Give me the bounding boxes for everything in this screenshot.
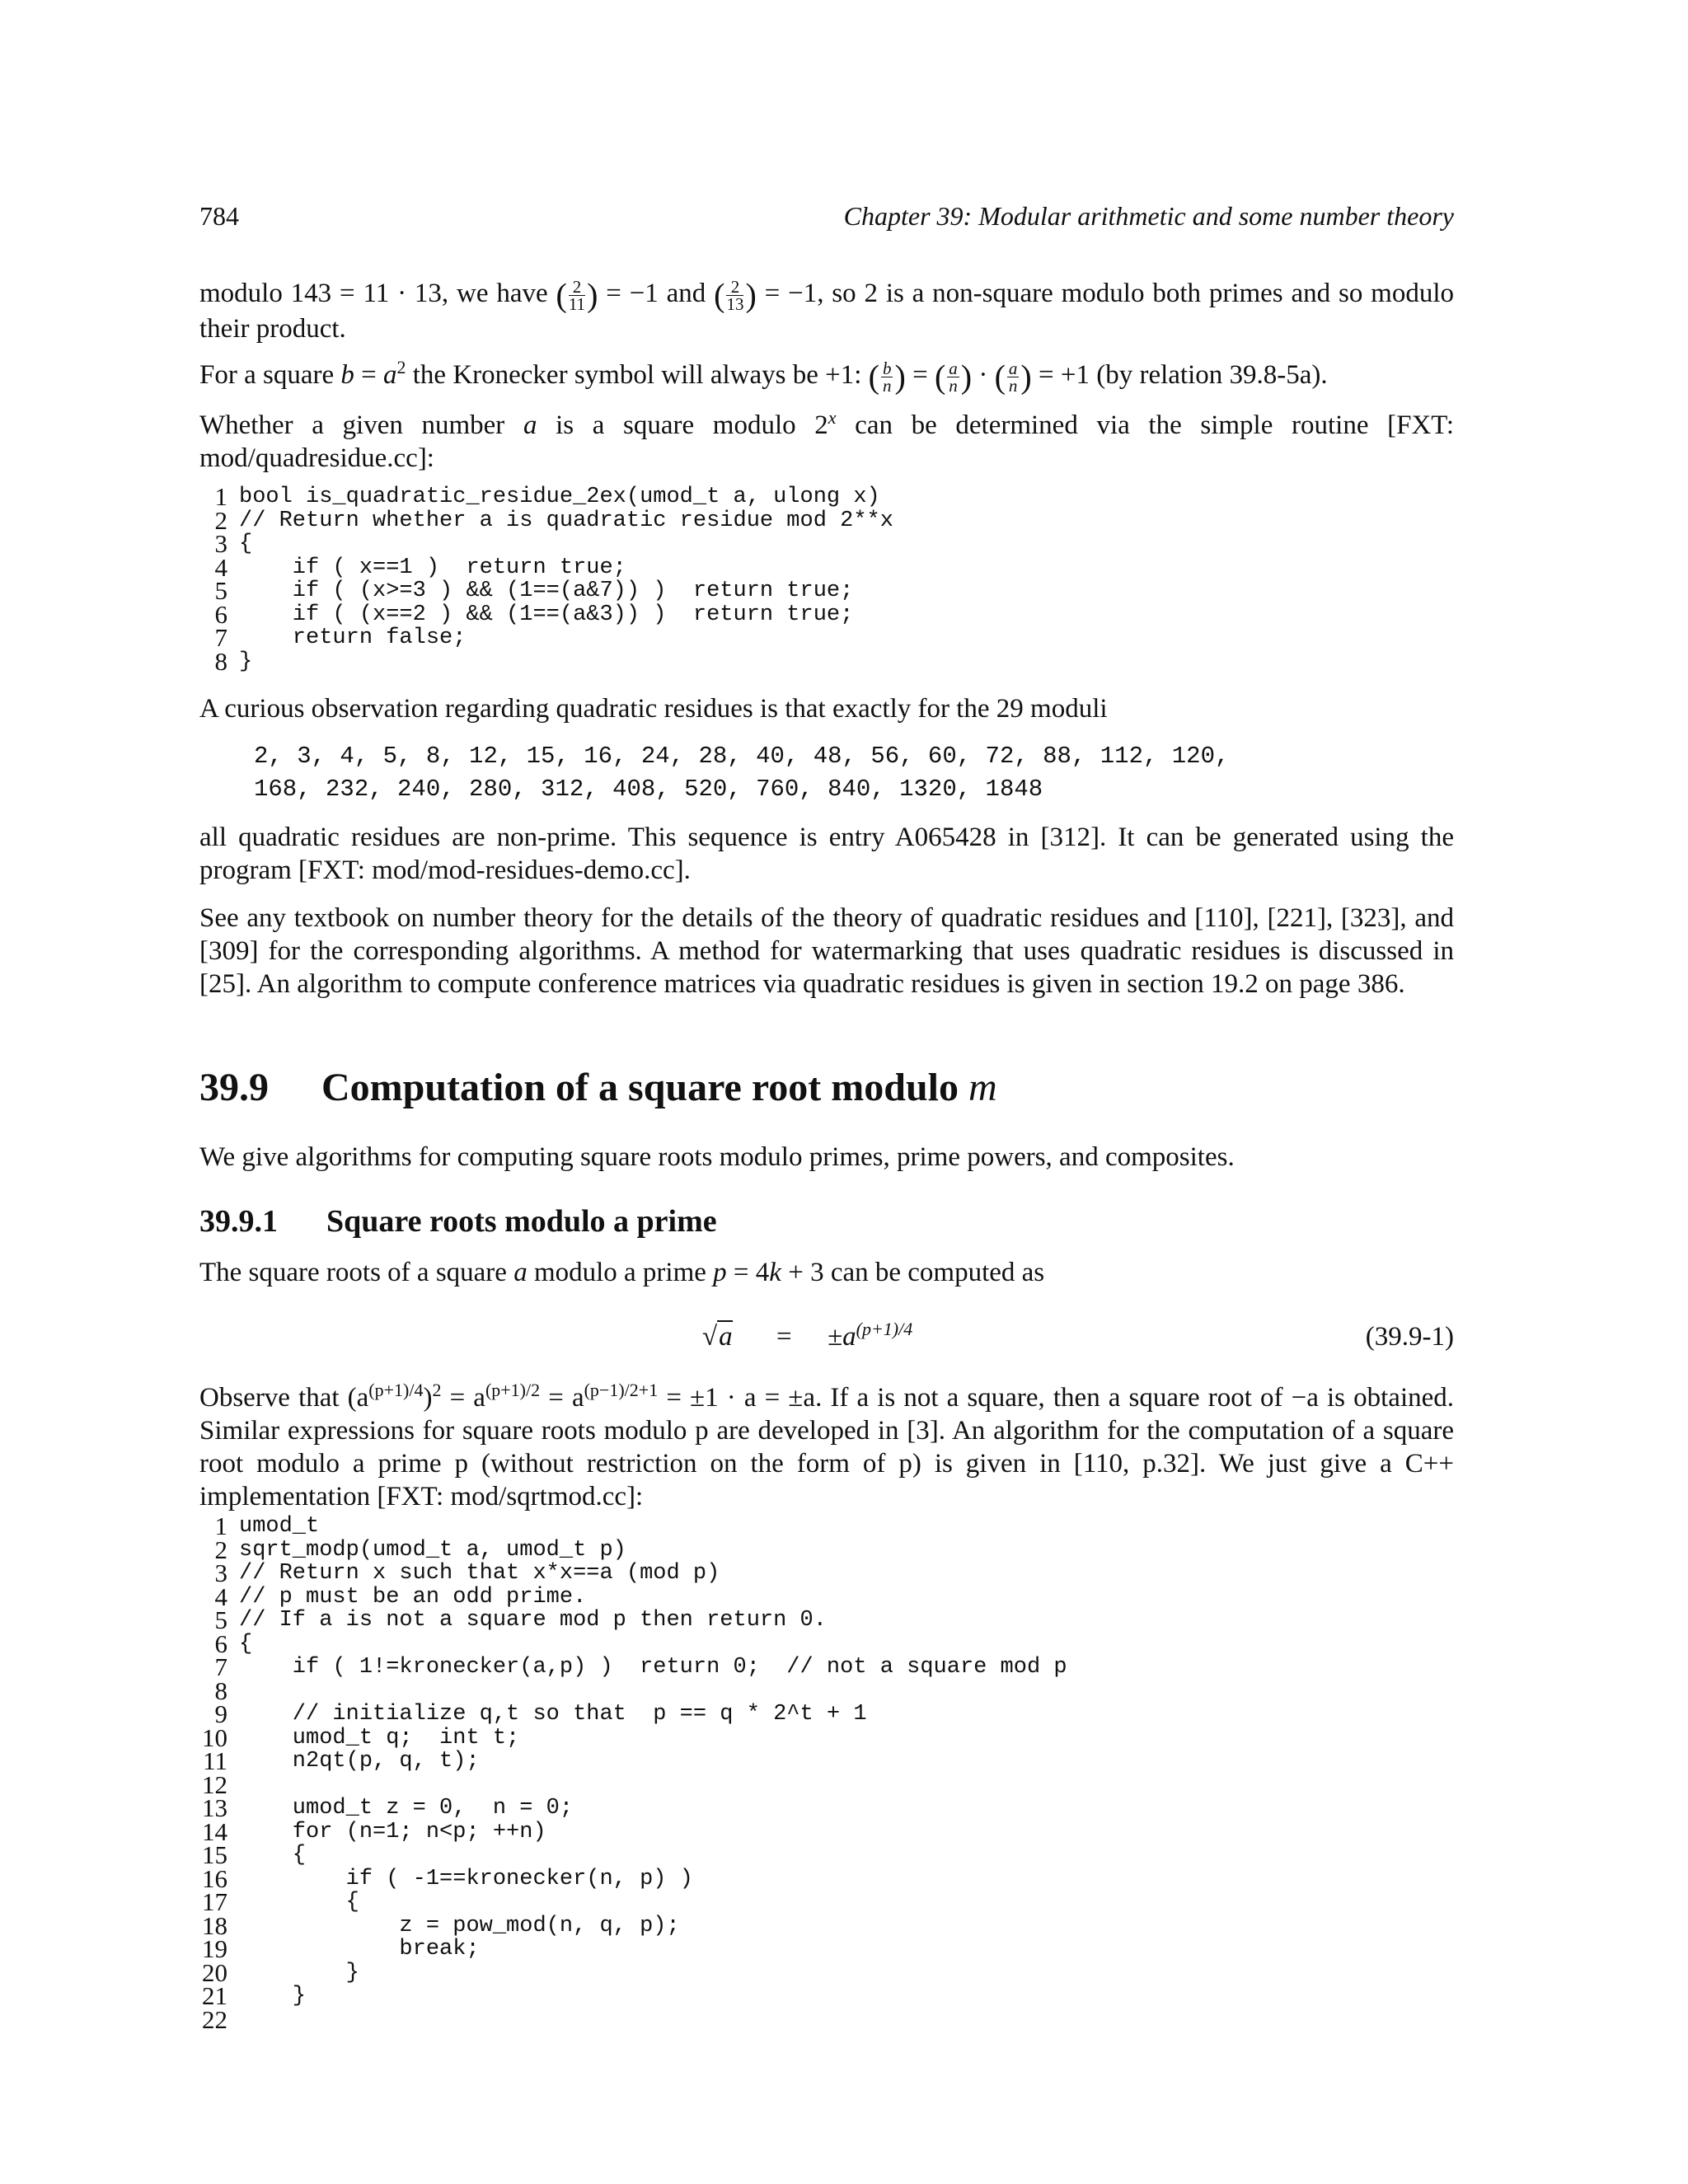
paragraph-section-intro: We give algorithms for computing square roots modulo primes, prime powers, and composites.: [199, 1142, 1235, 1172]
page-number: 784: [199, 201, 239, 231]
legendre-fraction: [568, 276, 586, 314]
line-number: 17: [202, 1887, 227, 1916]
code-line: [199, 1511, 1454, 1540]
denominator: n: [949, 375, 958, 396]
paren: ): [894, 358, 906, 396]
text: can be determined via the simple routine [FXT: mod/quadresidue.cc]:: [199, 410, 1454, 473]
code-listing-sqrtmod: [199, 1511, 1454, 2034]
code-line: [199, 1746, 1454, 1775]
code-text: // Return x such that x*x==a (mod p): [239, 1561, 720, 1586]
code-line: [199, 646, 1454, 676]
code-text: }: [239, 649, 253, 674]
line-number: 6: [214, 599, 227, 629]
code-text: if ( 1!=kronecker(a,p) ) return 0; // not a square mod p: [239, 1655, 1067, 1680]
denominator: n: [882, 375, 892, 396]
code-line: [199, 599, 1454, 629]
code-line: [199, 1840, 1454, 1869]
text: + 3 can be computed as: [788, 1258, 1045, 1287]
denominator: n: [1008, 375, 1018, 396]
line-number: 20: [202, 1957, 227, 1987]
code-text: }: [239, 1960, 359, 1985]
code-text: {: [239, 532, 253, 556]
code-line: [199, 1793, 1454, 1822]
equation-rhs: [828, 1319, 913, 1352]
text: =: [361, 360, 377, 390]
code-text: }: [239, 1984, 307, 2008]
line-number: 1: [214, 1511, 227, 1540]
kronecker-fraction: [881, 360, 893, 394]
text: the Kronecker symbol will always be +1:: [412, 360, 862, 390]
line-number: 15: [202, 1840, 227, 1869]
rhs-exponent: (p+1)/4: [856, 1319, 913, 1339]
paragraph-non-prime-residues: all quadratic residues are non-prime. This sequence is entry A065428 in [312]. It can be generated using the program [FXT: mod/mod-residues-demo.cc].: [199, 823, 1454, 885]
code-text: umod_t: [239, 1514, 320, 1539]
denominator: 13: [726, 293, 744, 314]
numerator: 2: [726, 279, 743, 296]
paren: (: [556, 276, 567, 314]
code-line: [199, 1910, 1454, 1940]
code-text: {: [239, 1890, 359, 1915]
numerator: a: [949, 358, 958, 378]
code-line: [199, 1675, 1454, 1705]
line-number: 5: [214, 1605, 227, 1634]
code-text: if ( (x>=3 ) && (1==(a&7)) ) return true;: [239, 579, 854, 603]
numerator: a: [1008, 358, 1018, 378]
paren: (: [714, 276, 725, 314]
text: For a square: [199, 360, 335, 390]
line-number: 21: [202, 1981, 227, 2010]
code-text: return false;: [239, 626, 467, 650]
equation-relation: =: [776, 1322, 792, 1352]
paragraph-kronecker-square: For a square $b = a^2$ the Kronecker symbol will always be +1: ( $\frac{b}{n}$ ) = ( $\frac{a}{n}$ ) · ( $\frac{a}{n}$ ) = +1 (by relation 39.8-5a).: [199, 357, 1328, 396]
code-line: [199, 505, 1454, 535]
kronecker-fraction: [947, 360, 959, 394]
code-line: [199, 1957, 1454, 1987]
text: ): [423, 1383, 433, 1413]
line-number: 7: [214, 1652, 227, 1681]
text: = −1 and: [606, 279, 706, 308]
code-text: // p must be an odd prime.: [239, 1584, 587, 1610]
code-text: sqrt_modp(umod_t a, umod_t p): [239, 1537, 626, 1563]
line-number: 11: [203, 1746, 227, 1775]
code-text: break;: [239, 1937, 480, 1961]
math-var: a: [513, 1258, 528, 1287]
paren: (: [868, 358, 879, 396]
text: Observe that (a: [199, 1383, 369, 1413]
numerator: 2: [569, 279, 585, 296]
line-number: 13: [202, 1793, 227, 1822]
line-number: 7: [214, 623, 227, 652]
code-line: [199, 1816, 1454, 1846]
code-line: [199, 1582, 1454, 1611]
exponent: (p+1)/4: [368, 1380, 424, 1400]
paren: ): [745, 276, 757, 314]
code-listing-quadresidue: [199, 482, 1454, 676]
line-number: 3: [214, 529, 227, 558]
rhs-base: ±a: [828, 1322, 856, 1352]
code-line: [199, 1652, 1454, 1681]
equation-39-9-1: [199, 1319, 1454, 1358]
code-line: [199, 623, 1454, 652]
denominator: 11: [568, 293, 586, 314]
chapter-title: Chapter 39: Modular arithmetic and some number theory: [843, 201, 1454, 231]
kronecker-fraction: [1007, 360, 1020, 394]
paragraph-square-mod-2x: [199, 409, 1454, 475]
code-text: z = pow_mod(n, q, p);: [239, 1913, 680, 1938]
math-var: a: [523, 410, 537, 440]
line-number: 22: [202, 2004, 227, 2034]
code-text: // If a is not a square mod p then return 0.: [239, 1608, 827, 1633]
section-title: Computation of a square root modulo: [321, 1066, 959, 1109]
equation-tag: (39.9-1): [1365, 1322, 1454, 1352]
exponent: (p−1)/2+1: [584, 1380, 659, 1400]
line-number: 2: [214, 1535, 227, 1564]
section-heading: [199, 1065, 997, 1110]
paren: (: [994, 358, 1006, 396]
text: = −1, so 2 is a non-square modulo both primes and so modulo their product.: [199, 279, 1454, 344]
code-line: [199, 1558, 1454, 1587]
line-number: 1: [214, 482, 227, 511]
math-var: a: [383, 360, 397, 390]
line-number: 4: [214, 1582, 227, 1611]
text: is a square modulo 2: [556, 410, 828, 440]
exponent: x: [828, 407, 837, 428]
line-number: 8: [214, 1675, 227, 1705]
code-text: n2qt(p, q, t);: [239, 1749, 480, 1774]
line-number: 5: [214, 576, 227, 605]
paren: ): [1020, 358, 1032, 396]
section-title-variable: m: [968, 1066, 997, 1109]
code-text: // Return whether a is quadratic residue mod 2**x: [239, 508, 893, 533]
code-line: [199, 1535, 1454, 1564]
subsection-number: 39.9.1: [199, 1204, 278, 1239]
exponent: 2: [396, 357, 406, 377]
radicand: a: [719, 1322, 733, 1352]
line-number: 14: [202, 1816, 227, 1846]
math-var: k: [769, 1258, 781, 1287]
paragraph-textbook-references: See any textbook on number theory for the details of the theory of quadratic residues and [110], [221], [323], and [309] for the corresponding algorithms. A method for watermarking that uses quadratic residues is discussed in [25]. An algorithm to compute conference matrices via quadratic residues is given in section 19.2 on page 386.: [199, 903, 1454, 999]
code-line: [199, 1887, 1454, 1916]
math-var: p: [713, 1258, 727, 1287]
text: The square roots of a square: [199, 1258, 507, 1287]
paragraph-prime-4k3: [199, 1256, 1454, 1289]
code-text: bool is_quadratic_residue_2ex(umod_t a, ulong x): [239, 485, 880, 509]
text: = 4: [733, 1258, 770, 1287]
code-text: if ( -1==kronecker(n, p) ): [239, 1866, 693, 1891]
code-text: if ( x==1 ) return true;: [239, 555, 626, 580]
line-number: 16: [202, 1863, 227, 1893]
subsection-heading: [199, 1203, 717, 1240]
line-number: 6: [214, 1629, 227, 1658]
text: = +1 (by relation 39.8-5a).: [1039, 360, 1328, 390]
code-line: [199, 1934, 1454, 1963]
code-text: {: [239, 1843, 307, 1868]
legendre-fraction: [726, 276, 744, 314]
code-text: for (n=1; n<p; ++n): [239, 1819, 546, 1844]
code-line: [199, 1629, 1454, 1658]
exponent: 2: [432, 1380, 442, 1400]
text: = ±1 · a = ±a. If a is not a square, then a square root of −a is obtained. Similar expressions for square roots modulo p are developed in [3]. An algorithm for the computation of a square root modulo a prime p (without restriction on the form of p) is given in [110, p.32]. We just give a C++ implementation [FXT: mod/sqrtmod.cc]:: [199, 1383, 1455, 1511]
code-line: [199, 1863, 1454, 1893]
code-line: [199, 1722, 1454, 1752]
paren: (: [934, 358, 946, 396]
line-number: 18: [202, 1910, 227, 1940]
line-number: 19: [202, 1934, 227, 1963]
code-line: [199, 1769, 1454, 1799]
code-text: // initialize q,t so that p == q * 2^t + 1: [239, 1702, 867, 1727]
paragraph-observe-proof: [199, 1381, 1454, 1513]
text: = a: [449, 1383, 485, 1413]
code-line: [199, 482, 1454, 511]
text: = a: [548, 1383, 584, 1413]
text: modulo a prime: [533, 1258, 706, 1287]
line-number: 8: [214, 646, 227, 676]
paren: ): [960, 358, 973, 396]
code-text: umod_t q; int t;: [239, 1725, 520, 1750]
moduli-sequence-line-2: 168, 232, 240, 280, 312, 408, 520, 760, 840, 1320, 1848: [254, 776, 1043, 803]
line-number: 2: [214, 505, 227, 535]
paren: ): [587, 276, 598, 314]
section-number: 39.9: [199, 1066, 269, 1109]
paragraph-legendre-example: [199, 277, 1454, 345]
code-line: [199, 1699, 1454, 1728]
line-number: 12: [202, 1769, 227, 1799]
code-text: umod_t z = 0, n = 0;: [239, 1796, 574, 1821]
code-text: if ( (x==2 ) && (1==(a&3)) ) return true;: [239, 602, 854, 627]
code-text: {: [239, 1631, 253, 1657]
code-line: [199, 529, 1454, 558]
math-var: b: [340, 360, 354, 390]
code-line: [199, 1981, 1454, 2010]
equation-lhs: √a: [702, 1322, 733, 1352]
numerator: b: [882, 358, 892, 378]
subsection-title: Square roots modulo a prime: [326, 1204, 717, 1239]
code-line: [199, 552, 1454, 582]
moduli-sequence-line-1: 2, 3, 4, 5, 8, 12, 15, 16, 24, 28, 40, 48, 56, 60, 72, 88, 112, 120,: [254, 743, 1230, 770]
code-line: [199, 576, 1454, 605]
line-number: 3: [214, 1558, 227, 1587]
text: Whether a given number: [199, 410, 505, 440]
line-number: 9: [214, 1699, 227, 1728]
line-number: 4: [214, 552, 227, 582]
paragraph-curious-observation: A curious observation regarding quadratic residues is that exactly for the 29 moduli: [199, 694, 1108, 724]
text: modulo 143 = 11 · 13, we have: [199, 279, 548, 308]
exponent: (p+1)/2: [485, 1380, 541, 1400]
line-number: 10: [202, 1722, 227, 1752]
code-line: [199, 2004, 1454, 2034]
code-line: [199, 1605, 1454, 1634]
